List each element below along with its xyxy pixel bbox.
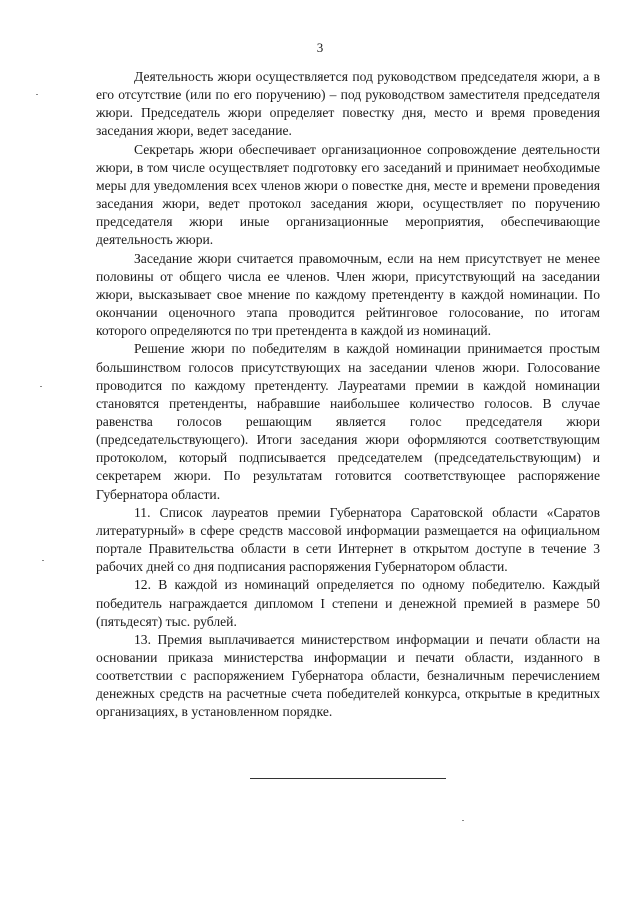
paragraph-jury-decision: Решение жюри по победителям в каждой номинации принимается простым большинством голосов присутствующих на заседании членов жюри. Голосование проводится по каждому претенденту. Лауреатами премии в каждой номинации становятся претенденты, набравшие наибольшее количество голосов. В случае равенства голосов решающим является голос председателя жюри (председательствующего). Итоги заседания жюри оформляются соответствующим протоколом, который подписывается председателем (председательствующим) и секретарем жюри. По результатам готовится соответствующее распоряжение Губернатора области. <box>96 341 600 502</box>
scan-speck <box>462 820 464 821</box>
document-body <box>96 68 600 722</box>
scan-speck <box>40 386 42 387</box>
paragraph-jury-quorum: Заседание жюри считается правомочным, если на нем присутствует не менее половины от общего числа ее членов. Член жюри, присутствующий на заседании жюри, высказывает свое мнение по каждому претенденту в каждой номинации. По окончании оценочного этапа проводится рейтинговое голосование, по итогам которого определяются по три претендента в каждой из номинаций. <box>96 250 600 339</box>
paragraph-item-11: 11. Список лауреатов премии Губернатора Саратовской области «Саратов литературный» в сфере средств массовой информации размещается на официальном портале Правительства области в сети Интернет в открытом доступе в течение 3 рабочих дней со дня подписания распоряжения Губернатором области. <box>96 504 600 575</box>
scan-speck <box>42 560 44 561</box>
page-number: 3 <box>316 40 324 55</box>
paragraph-jury-leadership: Деятельность жюри осуществляется под руководством председателя жюри, а в его отсутствие (или по его поручению) – под руководством заместителя председателя жюри. Председатель жюри определяет повестку дня, место и время проведения заседания жюри, ведет заседание. <box>96 69 600 139</box>
scan-speck <box>36 94 38 95</box>
paragraph-item-13: 13. Премия выплачивается министерством информации и печати области на основании приказа министерства информации и печати области, изданного в соответствии с распоряжением Губернатора области, безналичным перечислением денежных средств на расчетные счета победителей конкурса, открытые в кредитных организациях, в установленном порядке. <box>96 631 600 720</box>
paragraph-jury-secretary: Секретарь жюри обеспечивает организационное сопровождение деятельности жюри, в том числе осуществляет подготовку его заседаний и принимает необходимые меры для уведомления всех членов жюри о повестке дня, месте и времени проведения заседания жюри, ведет протокол заседания жюри, осуществляет по поручению председателя жюри иные организационные мероприятия, обеспечивающие деятельность жюри. <box>96 141 600 248</box>
paragraph-item-12: 12. В каждой из номинаций определяется по одному победителю. Каждый победитель награждается дипломом I степени и денежной премией в размере 50 (пятьдесят) тыс. рублей. <box>96 577 600 629</box>
end-divider-line <box>250 778 446 779</box>
